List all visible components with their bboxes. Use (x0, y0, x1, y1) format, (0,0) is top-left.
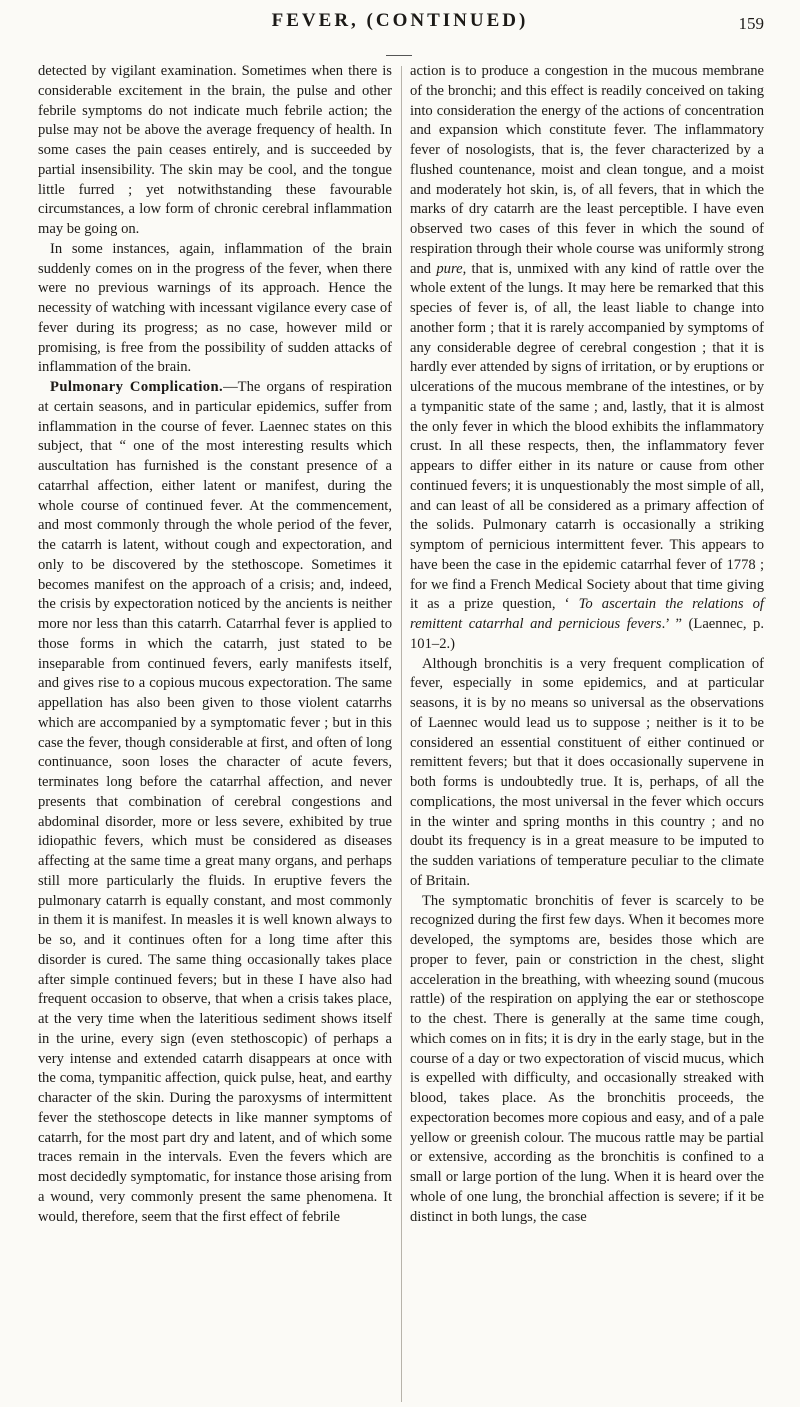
column-divider (401, 66, 402, 1402)
running-head (0, 8, 800, 40)
paragraph-text: .’ ” (Laennec, p. 101–2.) (410, 616, 764, 652)
left-column (38, 62, 392, 1402)
paragraph-text: action is to produce a congestion in the mucous membrane of the bronchi; and this effect is readily conceived on taking into consideration the energy of the actions of concentration and expansion which constitute fever. The inflammatory fever of nosologists, that is, the fever characterized by a flushed countenance, moist and clean tongue, and a moist and moderately hot skin, is, of all fevers, that in which the marks of dry catarrh are the least perceptible. I have even observed two cases of this fever in which the sound of respiration through their whole course was uniformly strong and (410, 63, 764, 277)
emphasis-text: pure (436, 260, 463, 277)
paragraph: In some instances, again, inflammation of the brain suddenly comes on in the progress of the fever, when there were no previous warnings of its approach. Hence the necessity of watching with incessant vigilance every case of fever during its progress; as no case, however mild or promising, is free from the possibility of sudden attacks of inflammation of the brain. (38, 240, 392, 376)
quoted-title: To ascertain the relations of remittent catarrhal and pernicious fevers (410, 596, 764, 632)
section-heading: Pulmonary Complication. (50, 379, 224, 395)
paragraph (38, 378, 392, 1227)
paragraph: Although bronchitis is a very frequent complication of fever, especially in some epidemics, and at particular seasons, it is by no means so universal as the observations of Laennec would lead us to suppose ; neither is it to be considered an essential constituent of either continued or remittent fevers; but that it does occasionally supervene in both forms is undoubtedly true. It is, perhaps, of all the complications, the most universal in the fever which occurs in the winter and spring months in this country ; and no doubt its frequency is in a great measure to be imputed to the sudden variations of temperature peculiar to the climate of Britain. (410, 655, 764, 889)
text-columns (38, 62, 764, 1402)
paragraph-text: , that is, unmixed with any kind of rattle over the whole extent of the lungs. It may here be remarked that this species of fever is, of all, the least liable to change into another form ; that it is rarely accompanied by symptoms of any considerable degree of cerebral congestion ; that it is hardly ever attended by signs of irritation, or by eruptions or ulcerations of the mucous membrane of the intestines, or by a tympanitic state of the same ; and, lastly, that it is almost the only fever in which the blood exhibits the inflammatory crust. In all these respects, then, the inflammatory fever appears to differ either in its nature or cause from other continued fevers; it is unquestionably the most simple of all, and can least of all be considered as a primary affection of the solids. Pulmonary catarrh is occasionally a striking symptom of pernicious intermittent fever. This appears to have been the case in the epidemic catarrhal fever of 1778 ; for we find a French Medical Society about that time giving it as a prize question, ‘ (410, 260, 764, 613)
right-column (410, 62, 764, 1402)
page-number: 159 (738, 14, 764, 33)
paragraph: The symptomatic bronchitis of fever is scarcely to be recognized during the first few days. When it becomes more developed, the symptoms are, besides those which are proper to fever, pain or constriction in the chest, slight acceleration in the breathing, with wheezing sound (mucous rattle) of the respiration on applying the ear or stethoscope to the chest. There is generally at the same time cough, which comes on in fits; it is dry in the early stage, but in the course of a day or two expectoration of viscid mucus, which is expelled with difficulty, and occasionally streaked with blood, takes place. As the bronchitis proceeds, the expectoration becomes more copious and easy, and of a pale yellow or greenish colour. The mucous rattle may be partial or extensive, according as the bronchitis is confined to a small or large portion of the lung. When it is heard over the whole of one lung, the bronchial affection is severe; if it be distinct in both lungs, the case (410, 892, 764, 1225)
running-title: FEVER, (CONTINUED) (271, 10, 529, 31)
paragraph: detected by vigilant examination. Sometimes when there is considerable excitement in the brain, the pulse and other febrile symptoms do not indicate much febrile action; the pulse may not be above the average frequency of health. In some cases the pain ceases entirely, and is succeeded by partial insensibility. The skin may be cool, and the tongue little furred ; yet notwithstanding these favourable circumstances, a low form of chronic cerebral inflammation may be going on. (38, 63, 392, 237)
paragraph-text: —The organs of respiration at certain seasons, and in particular epidemics, suffer from inflammation in the course of fever. Laennec states on this subject, that “ one of the most interesting results which auscultation has furnished is the constant presence of a catarrhal affection, either latent or manifest, during the whole course of continued fever. At the commencement, and most commonly through the whole period of the fever, the catarrh is latent, without cough and expectoration, and only to be discovered by the stethoscope. Sometimes it becomes manifest on the approach of a crisis; and, indeed, the crisis by expectoration noticed by the ancients is neither more nor less than this catarrh. Catarrhal fever is applied to those forms in which the catarrh, just stated to be inseparable from continued fevers, early manifests itself, and gives rise to a copious mucous expectoration. The same appellation has also been given to those violent catarrhs which are accompanied by a symptomatic fever ; but in this case the fever, though considerable at first, and often of long continuance, soon loses the character of acute fevers, terminates long before the catarrhal affection, and never presents that combination of cerebral congestions and abdominal disorder, more or less severe, exhibited by true idiopathic fevers, which must be considered as diseases affecting at the same time a great many organs, and perhaps still more particularly the fluids. In eruptive fevers the pulmonary catarrh is equally constant, and most commonly in them it is manifest. In measles it is well known always to be so, and it continues often for a long time after this disorder is cured. The same thing occasionally takes place after simple continued fevers; but in these I have also had frequent occasion to observe, that when a crisis takes place, at the very time when the lateritious sediment shows itself in the urine, every sign (even stethoscopic) of perhaps a very intense and extended catarrh disappears at once with the coma, tympanitic affection, quick pulse, heat, and earthy character of the skin. During the paroxysms of intermittent fever the stethoscope detects in like manner symptoms of catarrh, for the most part dry and latent, and of which some traces remain in the intervals. Even the fevers which are most decidedly symptomatic, for instance those arising from a wound, very commonly present the same phenomena. It would, therefore, seem that the first effect of febrile (38, 379, 393, 1225)
paragraph (410, 62, 764, 655)
header-ornament-rule (386, 55, 412, 56)
